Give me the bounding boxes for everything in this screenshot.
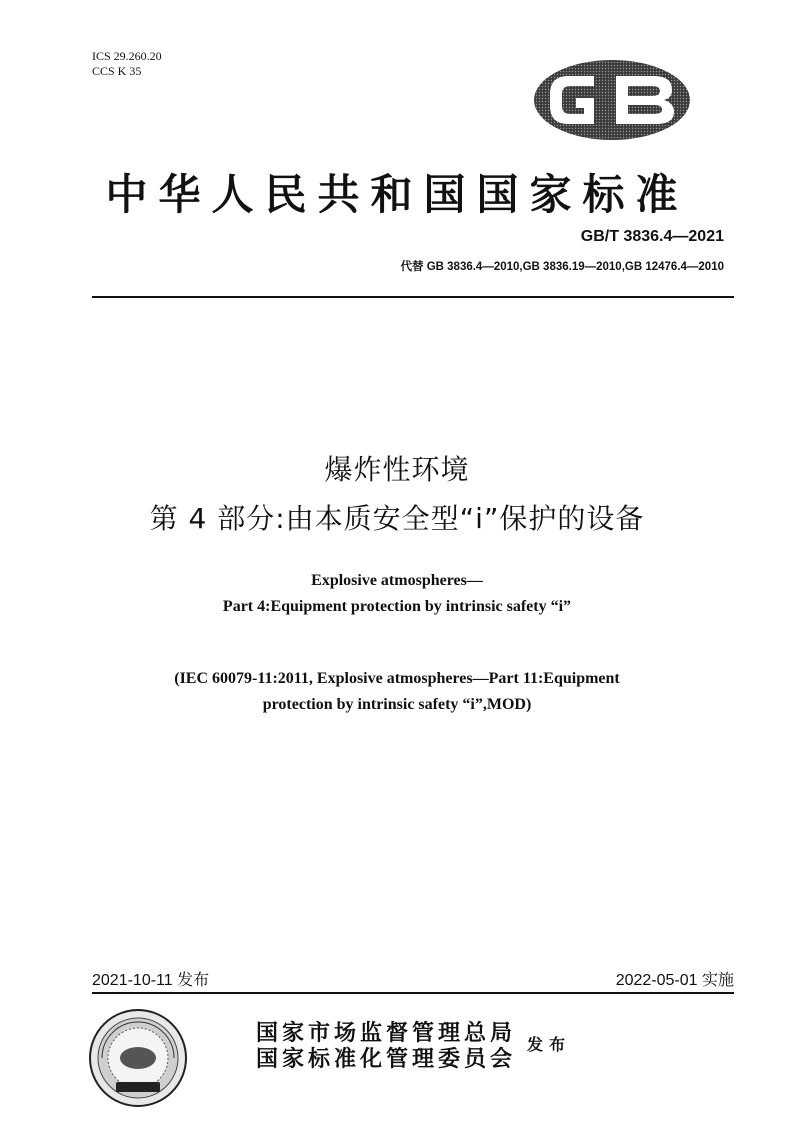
cn-title-line2: 第 4 部分:由本质安全型“i”保护的设备 bbox=[149, 502, 645, 535]
header-divider bbox=[92, 296, 734, 298]
issue-date: 2021-10-11 发布 bbox=[92, 972, 210, 989]
iec-reference-line2: protection by intrinsic safety “i”,MOD) bbox=[262, 696, 532, 713]
iec-reference-line1: (IEC 60079-11:2011, Explosive atmospheres—Part 11:Equipment bbox=[174, 670, 620, 687]
issuer-line2: 国家标准化管理委员会 bbox=[256, 1046, 517, 1072]
publish-label: 发布 bbox=[527, 1035, 572, 1054]
footer-divider bbox=[92, 992, 734, 994]
replaces-note: 代替 GB 3836.4—2010,GB 3836.19—2010,GB 12476.4—2010 bbox=[400, 261, 724, 273]
standard-title: 中华人民共和国国家标准 bbox=[105, 170, 689, 219]
en-title-line1: Explosive atmospheres— bbox=[311, 572, 483, 589]
effective-date: 2022-05-01 实施 bbox=[615, 972, 734, 989]
cn-title-line1: 爆炸性环境 bbox=[324, 453, 470, 486]
standard-number: GB/T 3836.4—2021 bbox=[580, 228, 724, 245]
en-title-line2: Part 4:Equipment protection by intrinsic safety “i” bbox=[222, 598, 572, 615]
ccs-code: CCS K 35 bbox=[92, 64, 142, 78]
ics-code: ICS 29.260.20 bbox=[92, 49, 162, 63]
classification-codes bbox=[92, 49, 162, 79]
seal-icon bbox=[88, 1008, 188, 1108]
issuer-line1: 国家市场监督管理总局 bbox=[256, 1020, 517, 1046]
gb-logo-icon bbox=[532, 58, 692, 142]
